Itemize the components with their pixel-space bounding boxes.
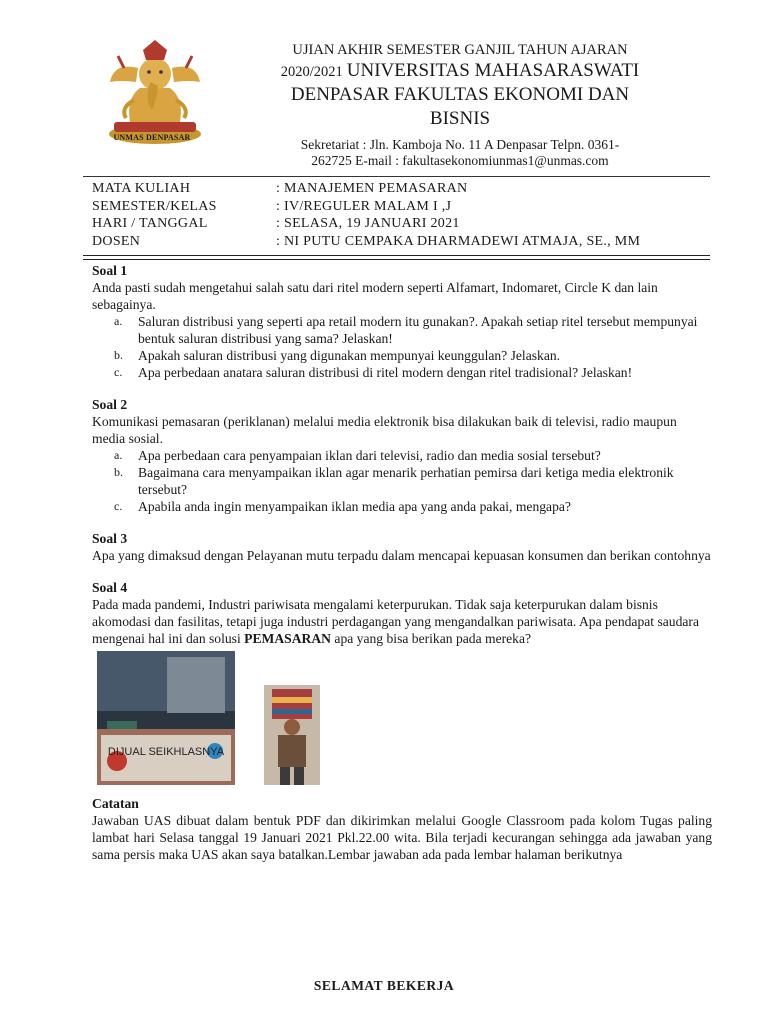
logo-caption: UNMAS DENPASAR — [113, 133, 191, 142]
info-label: MATA KULIAH — [92, 181, 191, 196]
question-4 — [92, 579, 712, 795]
question-text: Komunikasi pemasaran (periklanan) melalui media elektronik bisa dilakukan baik di televisi, radio maupun media sosial. — [92, 414, 677, 446]
question-title: Soal 1 — [92, 263, 128, 278]
sub-question — [92, 364, 712, 381]
sub-question — [92, 498, 712, 515]
sub-question-marker: c. — [114, 365, 123, 379]
photo-sign-text: DIJUAL SEIKHLASNYA — [107, 746, 225, 758]
sub-question-marker: b. — [114, 465, 123, 479]
info-value: : IV/REGULER MALAM I ,J — [276, 198, 452, 214]
info-divider — [83, 255, 710, 260]
question-text-after: apa yang bisa berikan pada mereka? — [331, 631, 532, 646]
header-divider — [83, 176, 710, 177]
info-label: DOSEN — [92, 233, 141, 249]
university-name: UNIVERSITAS MAHASARASWATI — [346, 60, 640, 82]
sub-question-text: Apakah saluran distribusi yang digunakan mempunyai keunggulan? Jelaskan. — [138, 348, 561, 363]
notes-section — [92, 795, 712, 863]
question-title: Soal 4 — [92, 580, 128, 595]
info-row — [92, 180, 640, 198]
sub-question — [92, 347, 712, 364]
question-text-before: Pada mada pandemi, Industri pariwisata mengalami keterpurukan. Tidak saja keterpurukan dalam bisnis akomodasi dan fasilitas, tetapi juga industri perdagangan yang mengandalkan pariwisata. Apa pendapat saudara mengenai hal ini dan solusi — [92, 597, 699, 646]
question-text: Anda pasti sudah mengetahui salah satu dari ritel modern seperti Alfamart, Indomaret, Circle K dan lain sebagainya. — [92, 280, 658, 312]
info-value: : MANAJEMEN PEMASARAN — [276, 181, 468, 196]
address-line-2: 262725 E-mail : fakultasekonomiunmas1@unmas.com — [311, 152, 609, 168]
course-info — [92, 180, 640, 250]
sub-question-text: Saluran distribusi yang seperti apa retail modern itu gunakan?. Apakah setiap ritel tersebut mempunyai bentuk saluran distribusi yang sama? Jelaskan! — [138, 314, 698, 346]
question-text — [92, 596, 712, 647]
info-label: SEMESTER/KELAS — [92, 198, 217, 214]
question-bold-word: PEMASARAN — [244, 631, 332, 646]
address-line-1: Sekretariat : Jln. Kamboja No. 11 A Denpasar Telpn. 0361- — [300, 136, 620, 152]
sub-question — [92, 464, 712, 498]
question-2 — [92, 396, 712, 515]
sub-question-text: Apa perbedaan cara penyampaian iklan dari televisi, radio dan media sosial tersebut? — [138, 448, 601, 463]
document-header — [230, 42, 690, 169]
info-label: HARI / TANGGAL — [92, 216, 208, 231]
faculty-line: DENPASAR FAKULTAS EKONOMI DAN — [290, 84, 630, 106]
notes-title: Catatan — [92, 796, 139, 811]
question-text: Apa yang dimaksud dengan Pelayanan mutu terpadu dalam mencapai kepuasan konsumen dan berikan contohnya — [92, 548, 711, 563]
faculty-line-2: BISNIS — [429, 107, 491, 129]
question-title: Soal 3 — [92, 531, 128, 546]
sub-question-list — [92, 313, 712, 381]
info-row — [92, 233, 640, 251]
sub-question-marker: b. — [114, 348, 123, 362]
sub-question — [92, 447, 712, 464]
notes-text: Jawaban UAS dibuat dalam bentuk PDF dan dikirimkan melalui Google Classroom pada kolom Tugas paling lambat hari Selasa tanggal 19 Januari 2021 Pkl.22.00 wita. Bila terjadi kecurangan sehingga ada jawaban yang sama persis maka UAS akan saya batalkan.Lembar jawaban ada pada lembar halaman berikutnya — [92, 813, 712, 862]
question-1 — [92, 262, 712, 381]
sub-question-marker: a. — [114, 448, 123, 462]
question-title: Soal 2 — [92, 397, 128, 412]
photo-row — [92, 651, 712, 795]
info-row — [92, 215, 640, 233]
sub-question-list — [92, 447, 712, 515]
info-value: : NI PUTU CEMPAKA DHARMADEWI ATMAJA, SE., MM — [276, 233, 641, 249]
exam-content — [92, 262, 712, 863]
info-row — [92, 198, 640, 216]
address — [230, 137, 690, 169]
sub-question-text: Apabila anda ingin menyampaikan iklan media apa yang anda pakai, mengapa? — [138, 499, 571, 514]
sub-question-marker: c. — [114, 499, 123, 513]
sub-question — [92, 313, 712, 347]
vendor-photo — [264, 685, 320, 785]
question-3 — [92, 530, 712, 564]
info-value: : SELASA, 19 JANUARI 2021 — [276, 216, 460, 231]
closing-text: SELAMAT BEKERJA — [313, 978, 455, 993]
exam-year-univ-line — [230, 59, 690, 83]
academic-year: 2020/2021 — [280, 64, 343, 81]
exam-title: UJIAN AKHIR SEMESTER GANJIL TAHUN AJARAN — [292, 42, 628, 58]
sub-question-marker: a. — [114, 314, 123, 328]
sub-question-text: Bagaimana cara menyampaikan iklan agar menarik perhatian pemirsa dari ketiga media elektronik tersebut? — [138, 465, 674, 497]
sub-question-text: Apa perbedaan anatara saluran distribusi di ritel modern dengan ritel tradisional? Jelaskan! — [138, 365, 633, 380]
market-photo — [97, 651, 235, 785]
